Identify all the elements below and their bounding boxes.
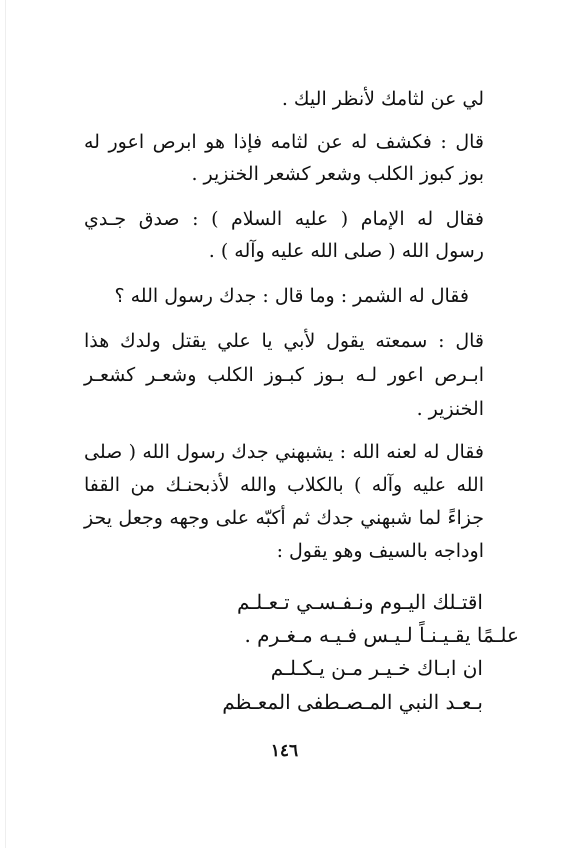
verse-line: اقتـلك اليـوم ونـفـسـي تـعـلـم (237, 590, 483, 614)
text-line: فقال له لعنه الله : يشبهني جدك رسول الله ( صلى (84, 441, 484, 463)
text-line: بوز كبوز الكلب وشعر كشعر الخنزير . (191, 163, 484, 185)
verse-line: علـمًا يقـيـنـاً لـيـس فـيـه مـغـرم . (244, 623, 519, 647)
text-line: الخنزير . (416, 398, 484, 420)
text-line: الله عليه وآله ) بالكلاب والله لأذبحنـك من القفا (84, 474, 484, 496)
text-line: فقال له الإمام ( عليه السلام ) : صدق جـدي (84, 208, 484, 230)
text-line: فقال له الشمر : وما قال : جدك رسول الله ؟ (114, 285, 469, 307)
verse-line: بـعـد النبي المـصـطفى المعـظم (222, 690, 483, 714)
text-line: قال : سمعته يقول لأبي يا علي يقتل ولدك هذا (84, 330, 484, 352)
text-line: ابـرص اعور لـه بـوز كبـوز الكلب وشعـر كشعـر (84, 364, 484, 386)
verse-line: ان ابـاك خـيـر مـن يـكـلـم (270, 656, 483, 680)
page-number: ١٤٦ (270, 741, 299, 761)
text-line: اوداجه بالسيف وهو يقول : (276, 540, 484, 562)
scan-edge (5, 0, 6, 848)
text-line: لي عن لثامك لأنظر اليك . (281, 88, 484, 110)
text-line: رسول الله ( صلى الله عليه وآله ) . (208, 240, 484, 262)
text-line: جزاءً لما شبهني جدك ثم أكبّه على وجهه وجعل يحز (84, 507, 484, 529)
text-line: قال : فكشف له عن لثامه فإذا هو ابرص اعور له (84, 131, 484, 153)
